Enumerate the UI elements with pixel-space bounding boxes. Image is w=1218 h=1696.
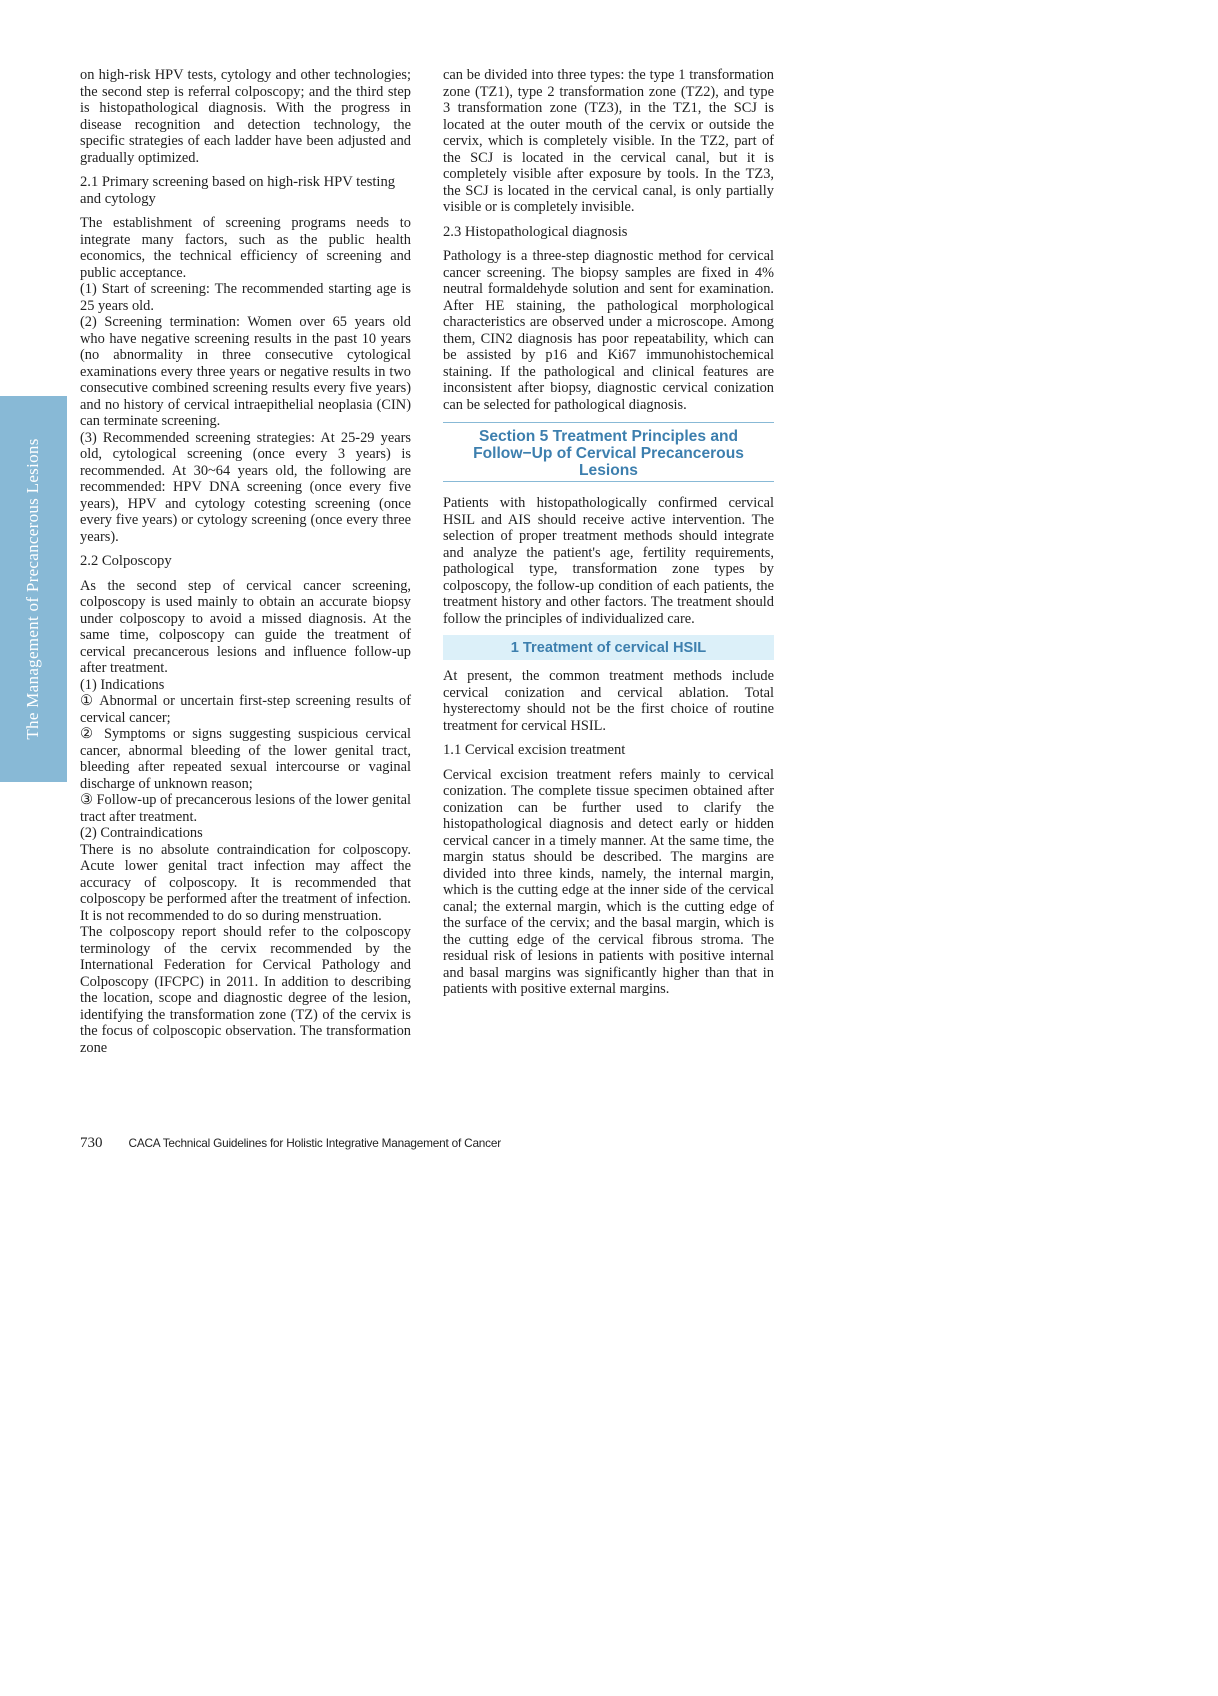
paragraph: (3) Recommended screening strategies: At 25-29 years old, cytological screening (once every 3 years) is recommended. At 30~64 years old, the following are recommended: HPV DNA screening (once every five years), HPV and cytology cotesting screening (once every five years) or cytology screening (once every three years). bbox=[80, 429, 411, 545]
paragraph: on high-risk HPV tests, cytology and other technologies; the second step is referral colposcopy; and the third step is histopathological diagnosis. With the progress in disease recognition and detection technology, the specific strategies of each ladder have been adjusted and gradually optimized. bbox=[80, 67, 411, 166]
paragraph: Patients with histopathologically confirmed cervical HSIL and AIS should receive active intervention. The selection of proper treatment methods should integrate and analyze the patient's age, fertility requirements, pathological type, transformation zone types by colposcopy, the follow-up condition of each patients, the treatment history and other factors. The treatment should follow the principles of individualized care. bbox=[443, 495, 774, 627]
subheading-2-2: 2.2 Colposcopy bbox=[80, 553, 172, 569]
paragraph: There is no absolute contraindication for colposcopy. Acute lower genital tract infection may affect the accuracy of colposcopy. It is recommended that colposcopy be performed after the treatment of infection. It is not recommended to do so during menstruation. bbox=[80, 841, 411, 924]
side-tab-label: The Management of Precancerous Lesions bbox=[23, 438, 42, 740]
list-item: ③ Follow-up of precancerous lesions of the lower genital tract after treatment. bbox=[80, 792, 412, 825]
subsection-title: 1 Treatment of cervical HSIL bbox=[443, 635, 774, 660]
list-item: ① Abnormal or uncertain first-step screening results of cervical cancer; bbox=[80, 693, 411, 726]
section-title: Section 5 Treatment Principles and Follow−Up of Cervical Precancerous Lesions bbox=[443, 422, 774, 482]
left-column bbox=[80, 67, 411, 1056]
list-item: ② Symptoms or signs suggesting suspicious cervical cancer, abnormal bleeding of the lower genital tract, bleeding after repeated sexual intercourse or vaginal discharge of unknown reason; bbox=[80, 726, 411, 792]
paragraph: Pathology is a three-step diagnostic method for cervical cancer screening. The biopsy samples are fixed in 4% neutral formaldehyde solution and sent for examination. After HE staining, the pathological morphological characteristics are observed under a microscope. Among them, CIN2 diagnosis has poor repeatability, which can be assisted by p16 and Ki67 immunohistochemical staining. If the pathological and clinical features are inconsistent after biopsy, diagnostic cervical conization can be selected for pathological diagnosis. bbox=[443, 248, 774, 413]
running-title: CACA Technical Guidelines for Holistic Integrative Management of Cancer bbox=[128, 1136, 501, 1150]
page-footer bbox=[80, 1135, 501, 1152]
paragraph: The establishment of screening programs needs to integrate many factors, such as the public health economics, the technical efficiency of screening and public acceptance. bbox=[80, 215, 411, 281]
paragraph: Cervical excision treatment refers mainly to cervical conization. The complete tissue specimen obtained after conization can be further used to clarify the histopathological diagnosis and detect early or hidden cervical cancer in a timely manner. At the same time, the margin status should be described. The margins are divided into three kinds, namely, the internal margin, which is the cutting edge at the inner side of the cervical canal; the external margin, which is the cutting edge of the surface of the cervix; and the basal margin, which is the cutting edge of the cervical fibrous stroma. The residual risk of lesions in patients with positive internal and basal margins was significantly higher than that in patients with positive external margins. bbox=[443, 766, 774, 997]
paragraph: As the second step of cervical cancer screening, colposcopy is used mainly to obtain an accurate biopsy under colposcopy to avoid a missed diagnosis. At the same time, colposcopy can guide the treatment of cervical precancerous lesions and influence follow-up after treatment. bbox=[80, 577, 411, 676]
subheading-1-1: 1.1 Cervical excision treatment bbox=[443, 742, 626, 758]
paragraph: At present, the common treatment methods include cervical conization and cervical ablation. Total hysterectomy should not be the first choice of routine treatment for cervical HSIL. bbox=[443, 668, 774, 734]
paragraph: (2) Screening termination: Women over 65 years old who have negative screening results in the past 10 years (no abnormality in three consecutive cytological examinations every three years or negative results in two consecutive combined screening results every five years) and no history of cervical intraepithelial neoplasia (CIN) can terminate screening. bbox=[80, 314, 411, 429]
paragraph: can be divided into three types: the type 1 transformation zone (TZ1), type 2 transformation zone (TZ2), and type 3 transformation zone (TZ3), in the TZ1, the SCJ is located at the outer mouth of the cervix or outside the cervix, which is completely visible. In the TZ2, part of the SCJ is located in the cervical canal, but it is completely visible after exposure by tools. In the TZ3, the SCJ is located in the cervical canal, is only partially visible or is completely invisible. bbox=[443, 67, 774, 215]
right-column bbox=[443, 67, 774, 998]
paragraph: (2) Contraindications bbox=[80, 825, 203, 841]
paragraph: (1) Start of screening: The recommended starting age is 25 years old. bbox=[80, 281, 411, 314]
subheading-2-1: 2.1 Primary screening based on high-risk HPV testing and cytology bbox=[80, 174, 396, 207]
subheading-2-3: 2.3 Histopathological diagnosis bbox=[443, 223, 628, 240]
paragraph: The colposcopy report should refer to the colposcopy terminology of the cervix recommended by the International Federation for Cervical Pathology and Colposcopy (IFCPC) in 2011. In addition to describing the location, scope and diagnostic degree of the lesion, identifying the transformation zone (TZ) of the cervix is the focus of colposcopic observation. The transformation zone bbox=[80, 924, 411, 1056]
page-number: 730 bbox=[80, 1135, 103, 1151]
paragraph: (1) Indications bbox=[80, 676, 165, 693]
